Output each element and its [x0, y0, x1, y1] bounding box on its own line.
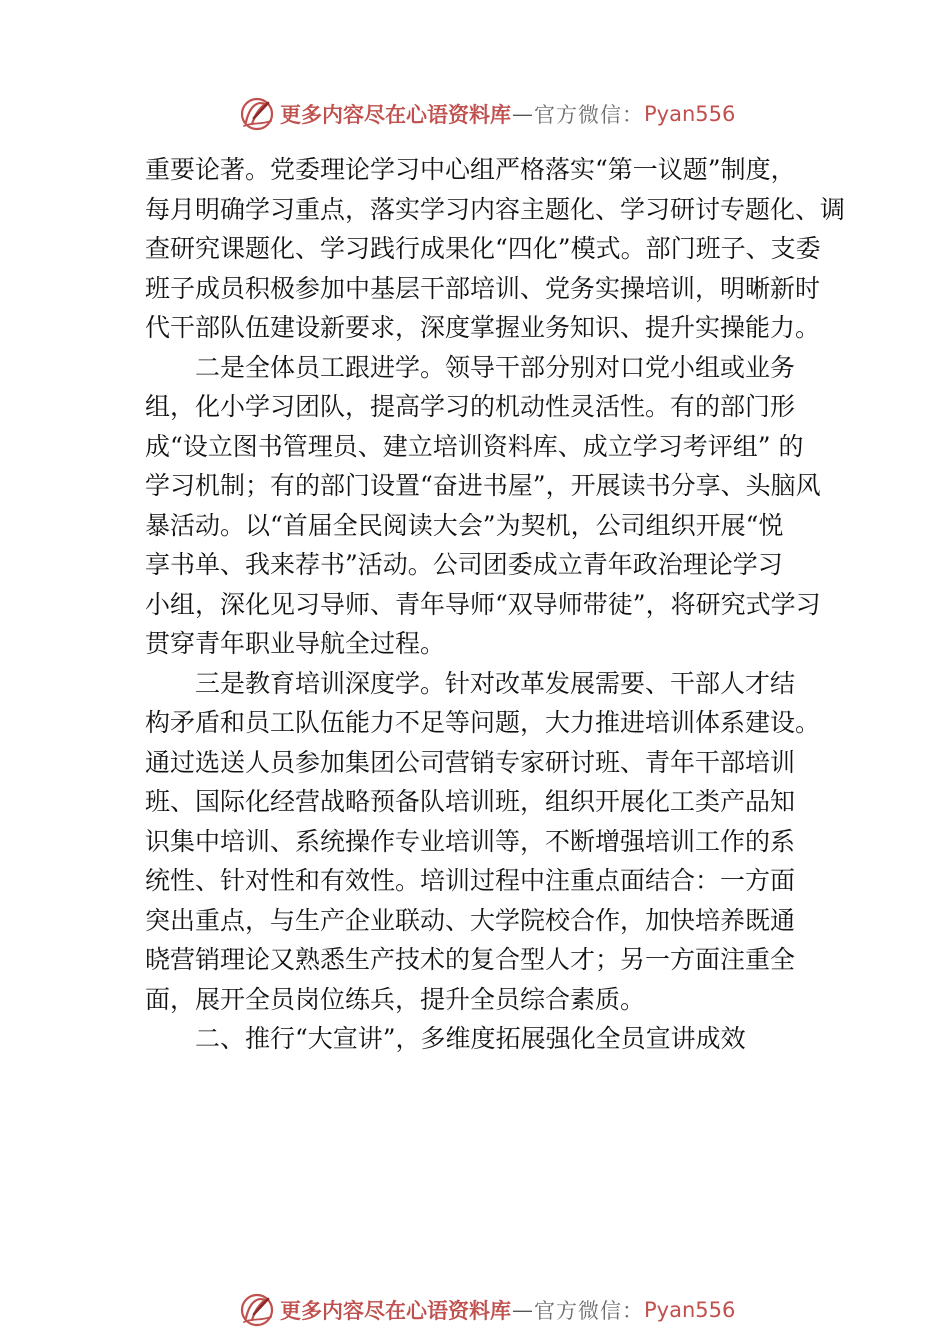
paragraph-start-line: 三是教育培训深度学。针对改革发展需要、干部人才结: [195, 668, 796, 698]
signature-pen-logo-icon: [238, 95, 276, 133]
banner-wechat-label: 官方微信：: [534, 103, 644, 127]
body-line: 成“设立图书管理员、建立培训资料库、成立学习考评组” 的: [145, 431, 804, 461]
banner-wechat-id: Pyan556: [644, 1298, 736, 1322]
body-line: 组，化小学习团队，提高学习的机动性灵活性。有的部门形: [145, 392, 796, 421]
footer-banner: [238, 1290, 735, 1330]
body-line: 每月明确学习重点，落实学习内容主题化、学习研讨专题化、调: [145, 194, 846, 224]
paragraph-start-line: 二是全体员工跟进学。领导干部分别对口党小组或业务: [195, 352, 796, 382]
body-line: 查研究课题化、学习践行成果化“四化”模式。部门班子、支委: [145, 234, 821, 263]
body-line: 暴活动。以“首届全民阅读大会”为契机，公司组织开展“悦: [145, 510, 784, 540]
body-line: 小组，深化见习导师、青年导师“双导师带徒”，将研究式学习: [145, 589, 821, 619]
body-line: 统性、针对性和有效性。培训过程中注重点面结合：一方面: [145, 866, 796, 895]
banner-promo-text: 更多内容尽在心语资料库: [280, 1298, 511, 1323]
body-line: 识集中培训、系统操作专业培训等，不断增强培训工作的系: [145, 826, 796, 856]
banner-dash: —: [512, 1298, 533, 1322]
body-line: 构矛盾和员工队伍能力不足等问题，大力推进培训体系建设。: [145, 708, 821, 737]
body-line: 代干部队伍建设新要求，深度掌握业务知识、提升实操能力。: [145, 313, 821, 342]
document-body: [145, 150, 846, 1059]
body-line: 通过选送人员参加集团公司营销专家研讨班、青年干部培训: [145, 747, 796, 777]
body-line: 贯穿青年职业导航全过程。: [145, 629, 446, 658]
section-heading: 二、推行“大宣讲”，多维度拓展强化全员宣讲成效: [195, 1024, 746, 1053]
body-line: 突出重点，与生产企业联动、大学院校合作，加快培养既通: [145, 905, 796, 935]
body-line: 晓营销理论又熟悉生产技术的复合型人才；另一方面注重全: [145, 945, 796, 974]
header-banner: [238, 94, 735, 134]
signature-pen-logo-icon: [238, 1291, 276, 1329]
body-line: 班子成员积极参加中基层干部培训、党务实操培训，明晰新时: [145, 273, 821, 303]
banner-dash: —: [512, 102, 533, 126]
body-line: 面，展开全员岗位练兵，提升全员综合素质。: [145, 984, 646, 1014]
body-line: 重要论著。党委理论学习中心组严格落实“第一议题”制度，: [145, 155, 796, 184]
body-line: 享书单、我来荐书”活动。公司团委成立青年政治理论学习: [145, 550, 783, 579]
body-line: 班、国际化经营战略预备队培训班，组织开展化工类产品知: [145, 787, 796, 816]
banner-wechat-label: 官方微信：: [534, 1299, 644, 1323]
banner-promo-text: 更多内容尽在心语资料库: [280, 102, 511, 127]
body-line: 学习机制；有的部门设置“奋进书屋”，开展读书分享、头脑风: [145, 471, 821, 500]
banner-wechat-id: Pyan556: [644, 102, 736, 126]
